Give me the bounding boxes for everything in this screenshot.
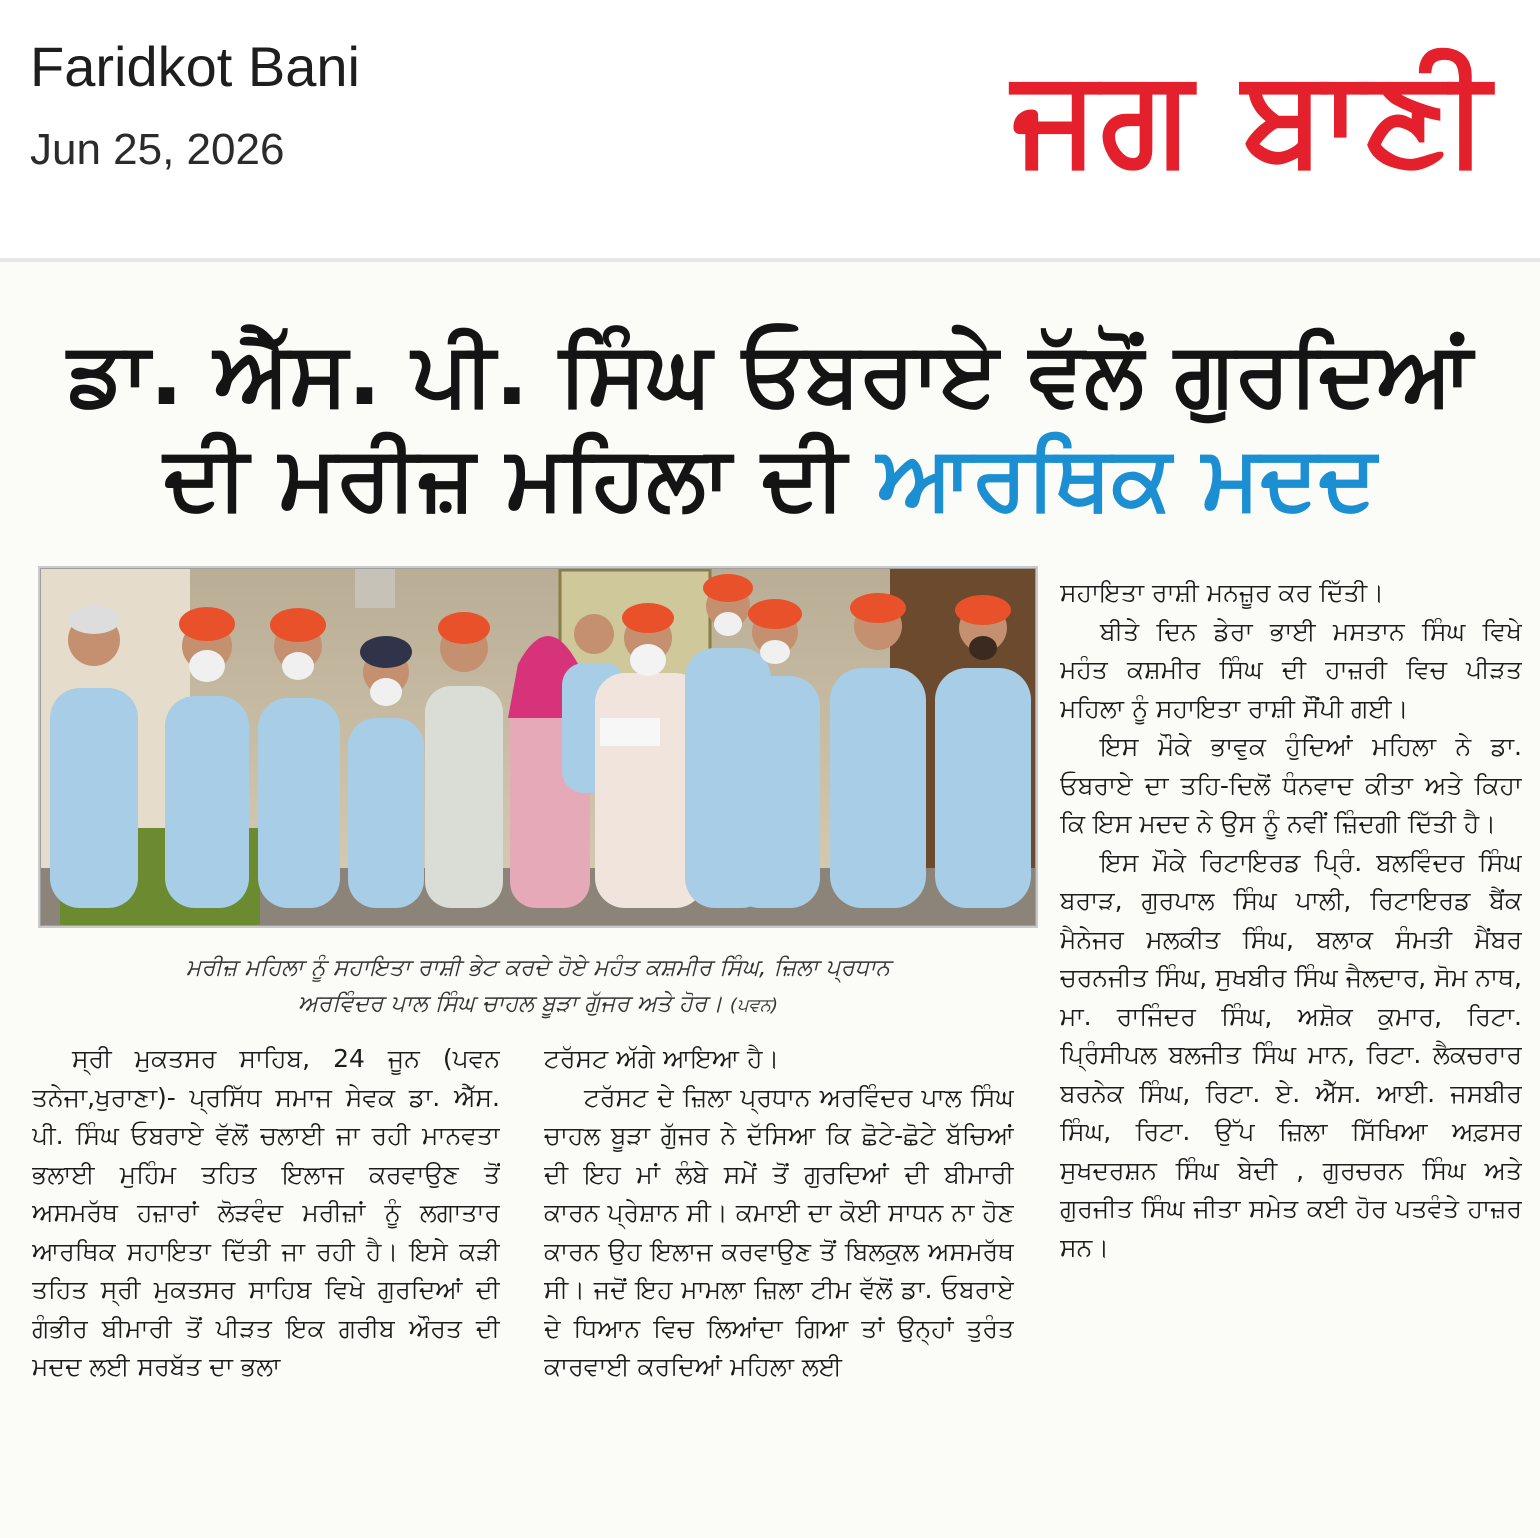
column-1-paragraph-1: ਸ੍ਰੀ ਮੁਕਤਸਰ ਸਾਹਿਬ, 24 ਜੂਨ (ਪਵਨ ਤਨੇਜਾ,ਖੁਰਾਣਾ)- ਪ੍ਰਸਿੱਧ ਸਮਾਜ ਸੇਵਕ ਡਾ. ਐੱਸ. ਪੀ. ਸਿੰਘ ਓਬਰਾਏ ਵੱਲੋਂ ਚਲਾਈ ਜਾ ਰਹੀ ਮਾਨਵਤਾ ਭਲਾਈ ਮੁਹਿੰਮ ਤਹਿਤ ਇਲਾਜ ਕਰਵਾਉਣ ਤੋਂ ਅਸਮਰੱਥ ਹਜ਼ਾਰਾਂ ਲੋੜਵੰਦ ਮਰੀਜ਼ਾਂ ਨੂੰ ਲਗਾਤਾਰ ਆਰਥਿਕ ਸਹਾਇਤਾ ਦਿੱਤੀ ਜਾ ਰਹੀ ਹੈ। ਇਸੇ ਕੜੀ ਤਹਿਤ ਸ੍ਰੀ ਮੁਕਤਸਰ ਸਾਹਿਬ ਵਿਖੇ ਗੁਰਦਿਆਂ ਦੀ ਗੰਭੀਰ ਬੀਮਾਰੀ ਤੋਂ ਪੀੜਤ ਇਕ ਗਰੀਬ ਔਰਤ ਦੀ ਮਦਦ ਲਈ ਸਰਬੱਤ ਦਾ ਭਲਾ — [32, 1044, 500, 1381]
aid-envelope — [600, 718, 660, 746]
newspaper-masthead: ਜਗ ਬਾਣੀ — [1012, 40, 1492, 194]
article-column-2 — [544, 1040, 1014, 1534]
photo-ac-unit — [355, 568, 395, 608]
article-column-1 — [32, 1040, 500, 1534]
article-column-3 — [1060, 574, 1522, 1534]
column-3-paragraph-3: ਇਸ ਮੌਕੇ ਭਾਵੁਕ ਹੁੰਦਿਆਂ ਮਹਿਲਾ ਨੇ ਡਾ. ਓਬਰਾਏ ਦਾ ਤਹਿ-ਦਿਲੋਂ ਧੰਨਵਾਦ ਕੀਤਾ ਅਤੇ ਕਿਹਾ ਕਿ ਇਸ ਮਦਦ ਨੇ ਉਸ ਨੂੰ ਨਵੀਂ ਜ਼ਿੰਦਗੀ ਦਿੱਤੀ ਹੈ। — [1060, 732, 1522, 838]
article-headline — [20, 322, 1520, 530]
news-clipping — [0, 262, 1540, 1538]
headline-line-2 — [20, 426, 1520, 530]
group-photo — [38, 566, 1038, 928]
column-3-paragraph-1: ਸਹਾਇਤਾ ਰਾਸ਼ੀ ਮਨਜ਼ੂਰ ਕਰ ਦਿੱਤੀ। — [1060, 578, 1385, 607]
column-3-paragraph-2: ਬੀਤੇ ਦਿਨ ਡੇਰਾ ਭਾਈ ਮਸਤਾਨ ਸਿੰਘ ਵਿਖੇ ਮਹੰਤ ਕਸ਼ਮੀਰ ਸਿੰਘ ਦੀ ਹਾਜ਼ਰੀ ਵਿਚ ਪੀੜਤ ਮਹਿਲਾ ਨੂੰ ਸਹਾਇਤਾ ਰਾਸ਼ੀ ਸੌਂਪੀ ਗਈ। — [1060, 616, 1522, 723]
group-photo-illustration — [40, 568, 1036, 926]
photo-caption — [40, 950, 1036, 1024]
column-2-paragraph-2: ਟਰੱਸਟ ਦੇ ਜ਼ਿਲਾ ਪ੍ਰਧਾਨ ਅਰਵਿੰਦਰ ਪਾਲ ਸਿੰਘ ਚਾਹਲ ਬੂੜਾ ਗੁੱਜਰ ਨੇ ਦੱਸਿਆ ਕਿ ਛੋਟੇ-ਛੋਟੇ ਬੱਚਿਆਂ ਦੀ ਇਹ ਮਾਂ ਲੰਬੇ ਸਮੇਂ ਤੋਂ ਗੁਰਦਿਆਂ ਦੀ ਬੀਮਾਰੀ ਕਾਰਨ ਪ੍ਰੇਸ਼ਾਨ ਸੀ। ਕਮਾਈ ਦਾ ਕੋਈ ਸਾਧਨ ਨਾ ਹੋਣ ਕਾਰਨ ਉਹ ਇਲਾਜ ਕਰਵਾਉਣ ਤੋਂ ਬਿਲਕੁਲ ਅਸਮਰੱਥ ਸੀ। ਜਦੋਂ ਇਹ ਮਾਮਲਾ ਜ਼ਿਲਾ ਟੀਮ ਵੱਲੋਂ ਡਾ. ਓਬਰਾਏ ਦੇ ਧਿਆਨ ਵਿਚ ਲਿਆਂਦਾ ਗਿਆ ਤਾਂ ਉਨ੍ਹਾਂ ਤੁਰੰਤ ਕਾਰਵਾਈ ਕਰਦਿਆਂ ਮਹਿਲਾ ਲਈ — [544, 1082, 1014, 1381]
headline-line-2-main: ਦੀ ਮਰੀਜ਼ ਮਹਿਲਾ ਦੀ — [163, 426, 847, 529]
publication-date: Jun 25, 2026 — [30, 125, 285, 174]
photo-caption-line-2 — [40, 986, 1036, 1024]
photo-caption-text-2: ਅਰਵਿੰਦਰ ਪਾਲ ਸਿੰਘ ਚਾਹਲ ਬੂੜਾ ਗੁੱਜਰ ਅਤੇ ਹੋਰ। — [297, 991, 723, 1017]
column-2-paragraph-1: ਟਰੱਸਟ ਅੱਗੇ ਆਇਆ ਹੈ। — [544, 1044, 780, 1073]
headline-line-2-accent: ਆਰਥਿਕ ਮਦਦ — [876, 426, 1377, 529]
photo-caption-line-1: ਮਰੀਜ਼ ਮਹਿਲਾ ਨੂੰ ਸਹਾਇਤਾ ਰਾਸ਼ੀ ਭੇਟ ਕਰਦੇ ਹੋਏ ਮਹੰਤ ਕਸ਼ਮੀਰ ਸਿੰਘ, ਜ਼ਿਲਾ ਪ੍ਰਧਾਨ — [185, 955, 891, 981]
publication-name: Faridkot Bani — [30, 35, 360, 98]
headline-line-1: ਡਾ. ਐੱਸ. ਪੀ. ਸਿੰਘ ਓਬਰਾਏ ਵੱਲੋਂ ਗੁਰਦਿਆਂ — [67, 322, 1473, 425]
column-3-paragraph-4: ਇਸ ਮੌਕੇ ਰਿਟਾਇਰਡ ਪ੍ਰਿੰ. ਬਲਵਿੰਦਰ ਸਿੰਘ ਬਰਾੜ, ਗੁਰਪਾਲ ਸਿੰਘ ਪਾਲੀ, ਰਿਟਾਇਰਡ ਬੈਂਕ ਮੈਨੇਜਰ ਮਲਕੀਤ ਸਿੰਘ, ਬਲਾਕ ਸੰਮਤੀ ਮੈਂਬਰ ਚਰਨਜੀਤ ਸਿੰਘ, ਸੁਖਬੀਰ ਸਿੰਘ ਜੈਲਦਾਰ, ਸੋਮ ਨਾਥ, ਮਾ. ਰਾਜਿੰਦਰ ਸਿੰਘ, ਅਸ਼ੋਕ ਕੁਮਾਰ, ਰਿਟਾ. ਪ੍ਰਿੰਸੀਪਲ ਬਲਜੀਤ ਸਿੰਘ ਮਾਨ, ਰਿਟਾ. ਲੈਕਚਰਾਰ ਬਰਨੇਕ ਸਿੰਘ, ਰਿਟਾ. ਏ. ਐੱਸ. ਆਈ. ਜਸਬੀਰ ਸਿੰਘ, ਰਿਟਾ. ਉੱਪ ਜ਼ਿਲਾ ਸਿੱਖਿਆ ਅਫ਼ਸਰ ਸੁਖਦਰਸ਼ਨ ਸਿੰਘ ਬੇਦੀ , ਗੁਰਚਰਨ ਸਿੰਘ ਅਤੇ ਗੁਰਜੀਤ ਸਿੰਘ ਜੀਤਾ ਸਮੇਤ ਕਈ ਹੋਰ ਪਤਵੰਤੇ ਹਾਜ਼ਰ ਸਨ। — [1060, 847, 1522, 1262]
source-header — [0, 0, 1540, 258]
photo-credit: (ਪਵਨ) — [729, 995, 779, 1016]
